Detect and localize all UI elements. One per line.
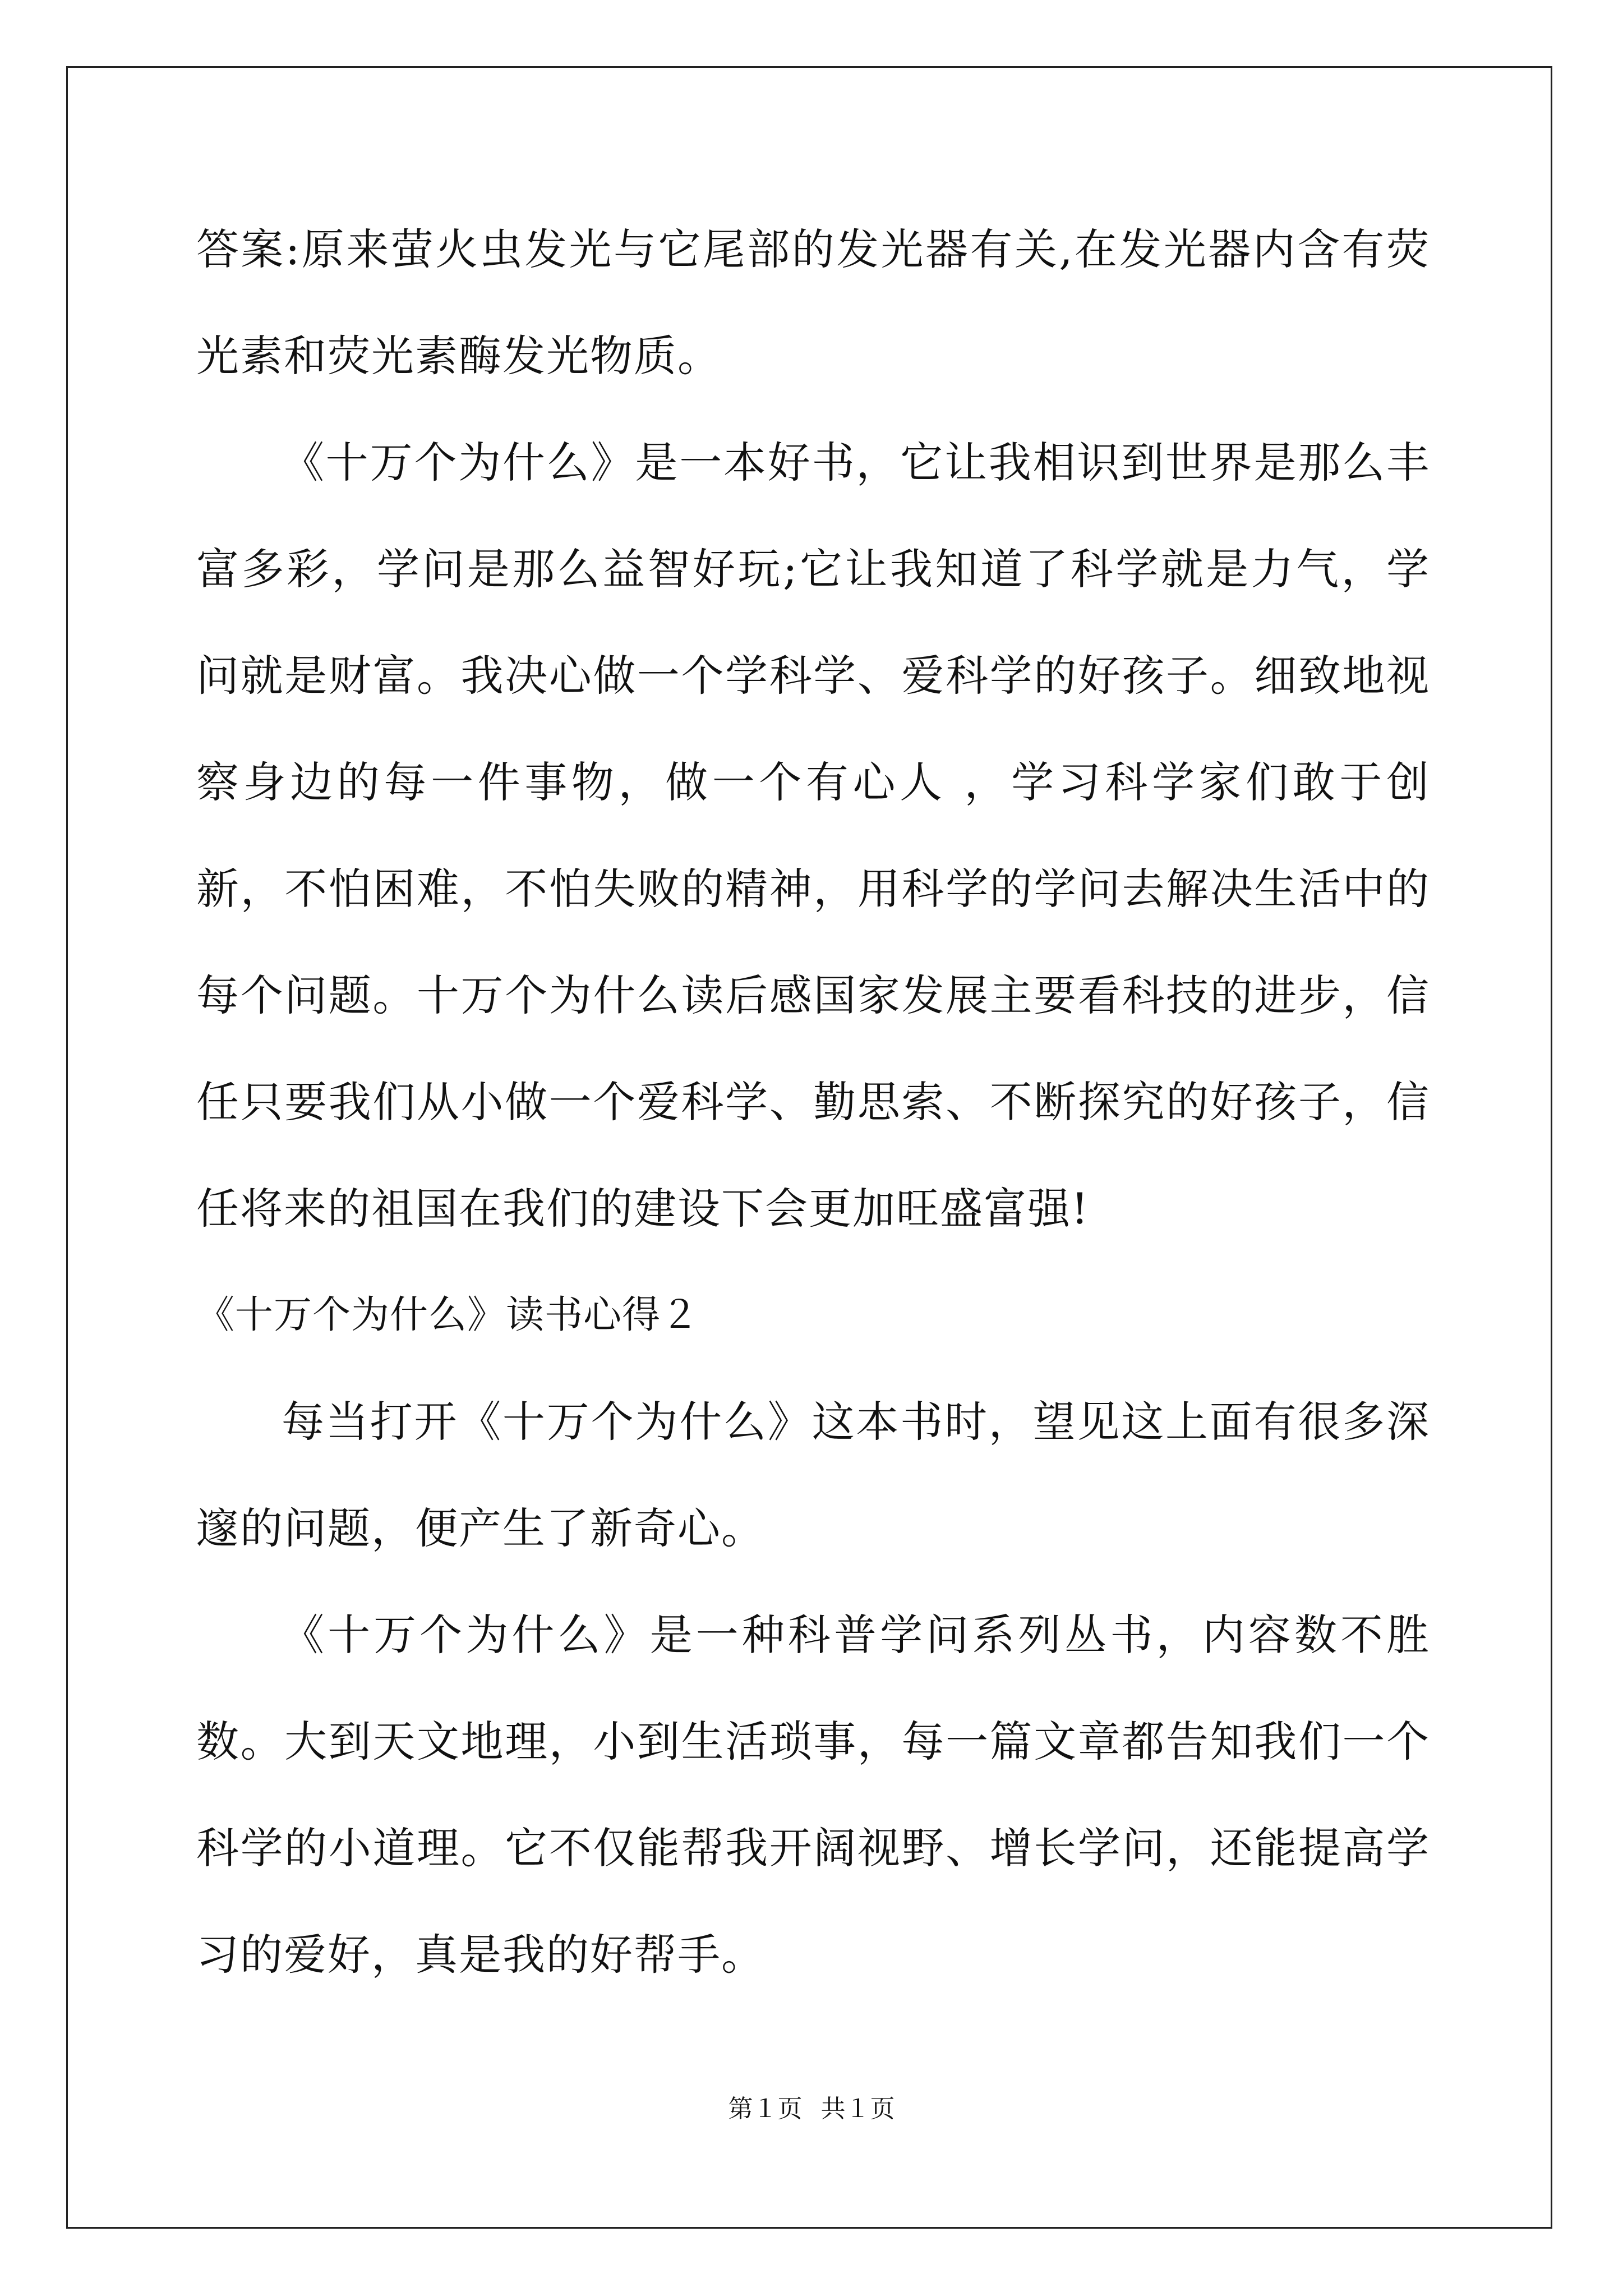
document-body: [196, 196, 1430, 2008]
section-heading: 《十万个为什么》读书心得２: [196, 1293, 700, 1337]
paragraph-answer: 答案:原来萤火虫发光与它尾部的发光器有关,在发光器内含有荧光素和荧光素酶发光物质。: [196, 224, 1430, 381]
paragraph-description: 《十万个为什么》是一种科普学问系列丛书，内容数不胜数。大到天文地理，小到生活琐事，每一篇文章都告知我们一个科学的小道理。它不仅能帮我开阔视野、增长学问，还能提高学习的爱好，真是我的好帮手。: [196, 1610, 1430, 1980]
paragraph-curiosity: 每当打开《十万个为什么》这本书时，望见这上面有很多深邃的问题，便产生了新奇心。: [196, 1397, 1430, 1553]
paragraph-book-review: 《十万个为什么》是一本好书，它让我相识到世界是那么丰富多彩，学问是那么益智好玩;它让我知道了科学就是力气，学问就是财富。我决心做一个学科学、爱科学的好孩子。细致地视察身边的每一件事物，做一个有心人 ，学习科学家们敢于创新，不怕困难，不怕失败的精神，用科学的学问去解决生活中的每个问题。十万个为什么读后感国家发展主要看科技的进步，信任只要我们从小做一个爱科学、勤思索、不断探究的好孩子，信任将来的祖国在我们的建设下会更加旺盛富强!: [196, 438, 1430, 1234]
page-footer: 第１页 共１页: [728, 2095, 895, 2123]
